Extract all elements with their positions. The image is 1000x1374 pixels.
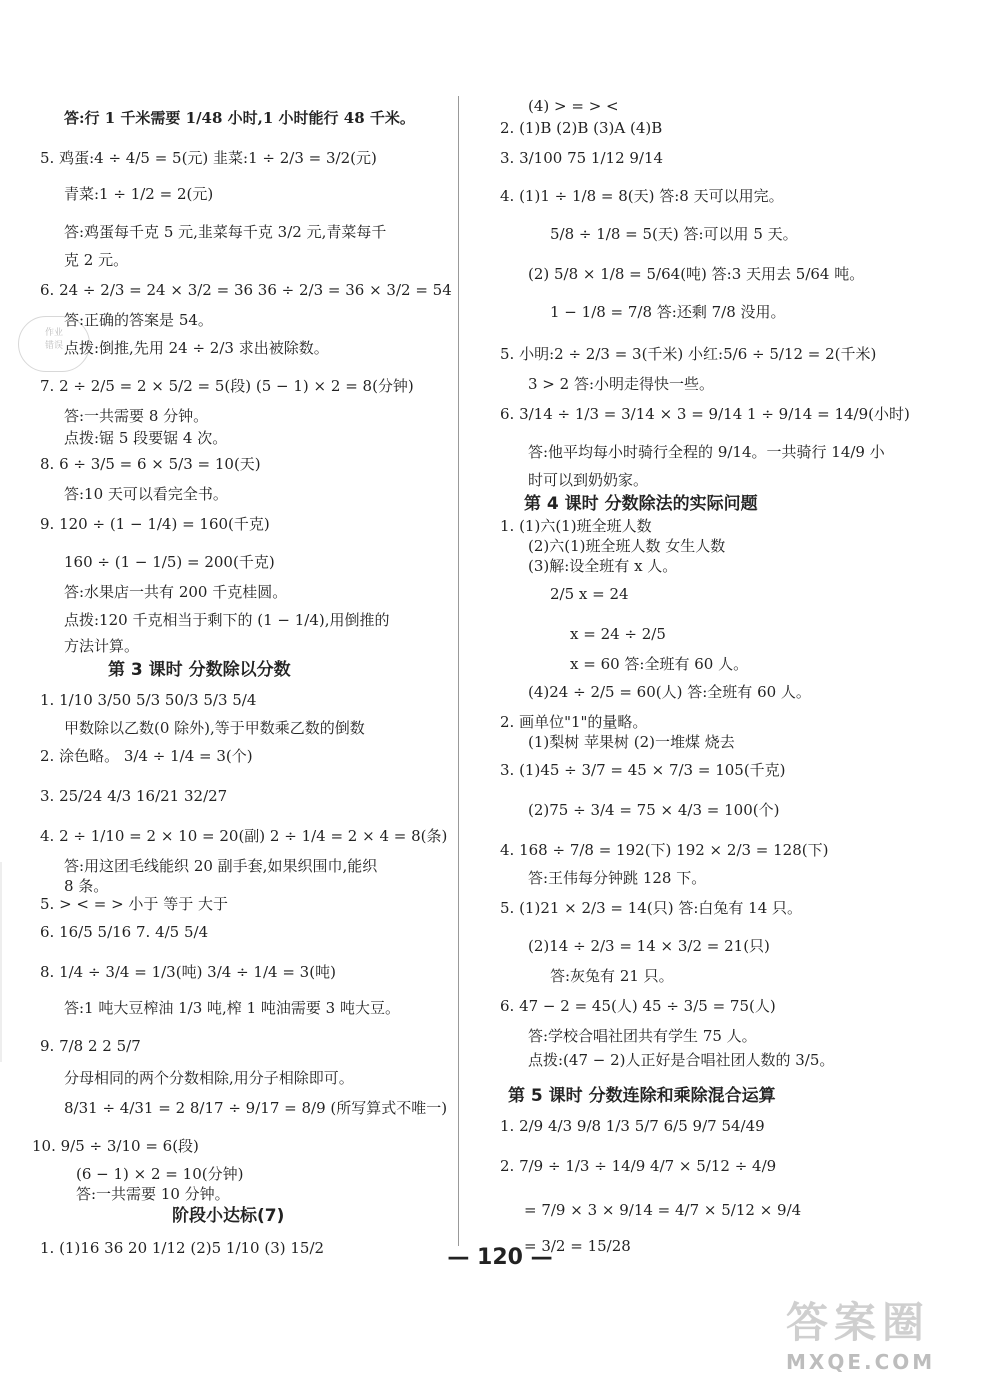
problem-line: (2)14 ÷ 2/3 = 14 × 3/2 = 21(只) <box>528 937 770 955</box>
hint-line: 点拨:(47 − 2)人正好是合唱社团人数的 3/5。 <box>528 1051 835 1069</box>
watermark-url: MXQE.COM <box>786 1350 936 1374</box>
answer-line: 答:灰兔有 21 只。 <box>550 967 674 985</box>
problem-line: (1)梨树 苹果树 (2)一堆煤 烧去 <box>528 733 735 751</box>
answer-line: 答:鸡蛋每千克 5 元,韭菜每千克 3/2 元,青菜每千 <box>64 223 387 241</box>
problem-line: 7. 2 ÷ 2/5 = 2 × 5/2 = 5(段) (5 − 1) × 2 = 8(分钟) <box>40 377 414 395</box>
problem-line: 5. 小明:2 ÷ 2/3 = 3(千米) 小红:5/6 ÷ 5/12 = 2(千米) <box>500 345 877 363</box>
answer-line: 答:行 1 千米需要 1/48 小时,1 小时能行 48 千米。 <box>64 109 415 127</box>
hint-line: 点拨:120 千克相当于剩下的 (1 − 1/4),用倒推的 <box>64 611 390 629</box>
answer-line: x = 60 答:全班有 60 人。 <box>570 655 749 673</box>
problem-line: 6. 47 − 2 = 45(人) 45 ÷ 3/5 = 75(人) <box>500 997 776 1015</box>
problem-line: 5/8 ÷ 1/8 = 5(天) 答:可以用 5 天。 <box>550 225 798 243</box>
problem-line: 160 ÷ (1 − 1/5) = 200(千克) <box>64 553 275 571</box>
column-divider <box>458 96 459 1246</box>
problem-line: 5. (1)21 × 2/3 = 14(只) 答:白兔有 14 只。 <box>500 899 803 917</box>
problem-line: 1. 1/10 3/50 5/3 50/3 5/3 5/4 <box>40 691 257 709</box>
answer-line: 3 > 2 答:小明走得快一些。 <box>528 375 715 393</box>
hint-line: 方法计算。 <box>64 637 140 655</box>
problem-line: 8/31 ÷ 4/31 = 2 8/17 ÷ 9/17 = 8/9 (所写算式不唯一) <box>64 1099 448 1117</box>
problem-line: (3)解:设全班有 x 人。 <box>528 557 678 575</box>
equation-line: = 7/9 × 3 × 9/14 = 4/7 × 5/12 × 9/4 <box>524 1201 802 1219</box>
answer-line: 时可以到奶奶家。 <box>528 471 649 489</box>
answer-line: 答:他平均每小时骑行全程的 9/14。一共骑行 14/9 小 <box>528 443 885 461</box>
problem-line: 1. 2/9 4/3 9/8 1/3 5/7 6/5 9/7 54/49 <box>500 1117 765 1135</box>
problem-line: 9. 120 ÷ (1 − 1/4) = 160(千克) <box>40 515 270 533</box>
equation-line: 2/5 x = 24 <box>550 585 629 603</box>
section-heading: 第 4 课时 分数除法的实际问题 <box>524 494 758 514</box>
problem-line: 1. (1)六(1)班全班人数 <box>500 517 652 535</box>
answer-line: 8 条。 <box>64 877 109 895</box>
answer-line: 答:一共需要 8 分钟。 <box>64 407 209 425</box>
answer-line: 答:1 吨大豆榨油 1/3 吨,榨 1 吨油需要 3 吨大豆。 <box>64 999 400 1017</box>
stamp-mark: 作业 错误 <box>18 316 90 372</box>
problem-line: (2)六(1)班全班人数 女生人数 <box>528 537 726 555</box>
section-heading: 第 5 课时 分数连除和乘除混合运算 <box>508 1086 776 1106</box>
problem-line: 甲数除以乙数(0 除外),等于甲数乘乙数的倒数 <box>64 719 365 737</box>
answer-line: 答:用这团毛线能织 20 副手套,如果织围巾,能织 <box>64 857 378 875</box>
hint-line: 点拨:锯 5 段要锯 4 次。 <box>64 429 228 447</box>
problem-line: 6. 16/5 5/16 7. 4/5 5/4 <box>40 923 209 941</box>
problem-line: 2. (1)B (2)B (3)A (4)B <box>500 119 663 137</box>
problem-line: 8. 1/4 ÷ 3/4 = 1/3(吨) 3/4 ÷ 1/4 = 3(吨) <box>40 963 336 981</box>
problem-line: 1. (1)16 36 20 1/12 (2)5 1/10 (3) 15/2 <box>40 1239 325 1257</box>
page-number: — 120 — <box>447 1245 553 1270</box>
problem-line: (2) 5/8 × 1/8 = 5/64(吨) 答:3 天用去 5/64 吨。 <box>528 265 865 283</box>
section-heading: 阶段小达标(7) <box>172 1206 285 1226</box>
problem-line: 8. 6 ÷ 3/5 = 6 × 5/3 = 10(天) <box>40 455 261 473</box>
equation-line: = 3/2 = 15/28 <box>524 1237 631 1255</box>
problem-line: 9. 7/8 2 2 5/7 <box>40 1037 141 1055</box>
answer-line: 答:10 天可以看完全书。 <box>64 485 228 503</box>
problem-line: 5. 鸡蛋:4 ÷ 4/5 = 5(元) 韭菜:1 ÷ 2/3 = 3/2(元) <box>40 149 377 167</box>
problem-line: 1 − 1/8 = 7/8 答:还剩 7/8 没用。 <box>550 303 786 321</box>
answer-line: 答:王伟每分钟跳 128 下。 <box>528 869 707 887</box>
watermark-logo <box>786 1290 976 1374</box>
problem-line: 5. > < = > 小于 等于 大于 <box>40 895 228 913</box>
problem-line: 分母相同的两个分数相除,用分子相除即可。 <box>64 1069 354 1087</box>
problem-line: (4) > = > < <box>528 97 619 115</box>
answer-line: 答:正确的答案是 54。 <box>64 311 213 329</box>
problem-line: 6. 24 ÷ 2/3 = 24 × 3/2 = 36 36 ÷ 2/3 = 36 × 3/2 = 54 <box>40 281 452 299</box>
problem-line: 6. 3/14 ÷ 1/3 = 3/14 × 3 = 9/14 1 ÷ 9/14 = 14/9(小时) <box>500 405 910 423</box>
problem-line: 3. 3/100 75 1/12 9/14 <box>500 149 664 167</box>
problem-line: 2. 画单位"1"的量略。 <box>500 713 648 731</box>
answer-line: 答:一共需要 10 分钟。 <box>76 1185 230 1203</box>
problem-line: (6 − 1) × 2 = 10(分钟) <box>76 1165 244 1183</box>
section-heading: 第 3 课时 分数除以分数 <box>108 660 291 680</box>
problem-line: (2)75 ÷ 3/4 = 75 × 4/3 = 100(个) <box>528 801 780 819</box>
answer-line: 答:水果店一共有 200 千克桂圆。 <box>64 583 288 601</box>
answer-line: 克 2 元。 <box>64 251 129 269</box>
problem-line: 3. (1)45 ÷ 3/7 = 45 × 7/3 = 105(千克) <box>500 761 786 779</box>
problem-line: 4. 2 ÷ 1/10 = 2 × 10 = 20(副) 2 ÷ 1/4 = 2 × 4 = 8(条) <box>40 827 448 845</box>
answer-line: 答:学校合唱社团共有学生 75 人。 <box>528 1027 757 1045</box>
hint-line: 点拨:倒推,先用 24 ÷ 2/3 求出被除数。 <box>64 339 329 357</box>
problem-line: 2. 7/9 ÷ 1/3 ÷ 14/9 4/7 × 5/12 ÷ 4/9 <box>500 1157 777 1175</box>
problem-line: 青菜:1 ÷ 1/2 = 2(元) <box>64 185 214 203</box>
problem-line: 4. 168 ÷ 7/8 = 192(下) 192 × 2/3 = 128(下) <box>500 841 829 859</box>
equation-line: x = 24 ÷ 2/5 <box>570 625 666 643</box>
problem-line: 10. 9/5 ÷ 3/10 = 6(段) <box>32 1137 199 1155</box>
problem-line: 4. (1)1 ÷ 1/8 = 8(天) 答:8 天可以用完。 <box>500 187 784 205</box>
problem-line: 2. 涂色略。 3/4 ÷ 1/4 = 3(个) <box>40 747 253 765</box>
watermark-title: 答案圈 <box>786 1298 931 1347</box>
problem-line: (4)24 ÷ 2/5 = 60(人) 答:全班有 60 人。 <box>528 683 811 701</box>
problem-line: 3. 25/24 4/3 16/21 32/27 <box>40 787 228 805</box>
